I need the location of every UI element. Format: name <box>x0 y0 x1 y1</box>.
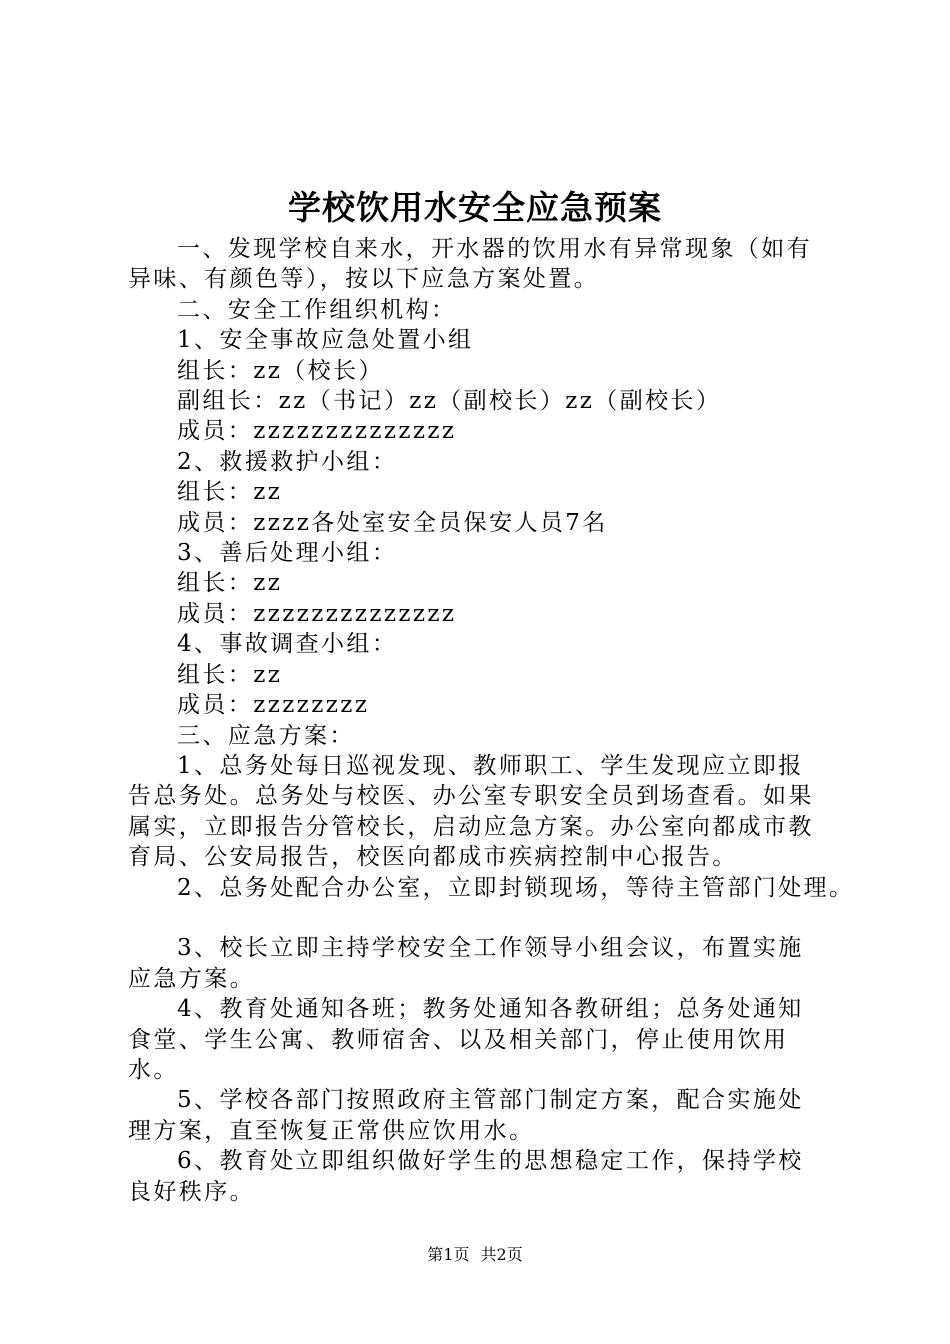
group-heading-investigation: 4、事故调查小组： <box>177 631 398 658</box>
group-heading-rescue: 2、救援救护小组： <box>177 448 398 475</box>
plan-step-5: 5、学校各部门按照政府主管部门制定方案，配合实施处理方案，直至恢复正常供应饮用水。 <box>128 1087 804 1144</box>
section-heading-plan: 三、应急方案： <box>177 722 355 749</box>
page-total: 共2页 <box>480 1245 523 1264</box>
plan-step-6: 6、教育处立即组织做好学生的思想稳定工作，保持学校良好秩序。 <box>128 1148 804 1205</box>
blank-line <box>128 903 828 933</box>
group-heading-emergency: 1、安全事故应急处置小组 <box>177 327 474 354</box>
plan-step-3: 3、校长立即主持学校安全工作领导小组会议，布置实施应急方案。 <box>128 935 804 992</box>
group-leader-line: 组长：zz <box>177 661 283 688</box>
group-leader-line: 组长：zz（校长） <box>177 357 384 384</box>
document-body <box>128 234 855 1207</box>
plan-step-4: 4、教育处通知各班；教务处通知各教研组；总务处通知食堂、学生公寓、教师宿舍、以及相关部门，停止使用饮用水。 <box>128 996 804 1083</box>
group-members-line: 成员：zzzzzzzzzzzzzz <box>177 600 457 627</box>
group-leader-line: 组长：zz <box>177 479 283 506</box>
plan-step-2: 2、总务处配合办公室，立即封锁现场，等待主管部门处理。 <box>177 874 855 901</box>
plan-step-1: 1、总务处每日巡视发现、教师职工、学生发现应立即报告总务处。总务处与校医、办公室专职安全员到场查看。如果属实，立即报告分管校长，启动应急方案。办公室向都成市教育局、公安局报告，校医向都成市疾病控制中心报告。 <box>128 752 814 871</box>
group-leader-line: 组长：zz <box>177 570 283 597</box>
group-members-line: 成员：zzzzzzzzzzzzzz <box>177 418 457 445</box>
group-members-line: 成员：zzzzzzzz <box>177 692 370 719</box>
paragraph-abnormal-water: 一、发现学校自来水，开水器的饮用水有异常现象（如有异味、有颜色等），按以下应急方案处置。 <box>128 236 812 293</box>
group-heading-aftermath: 3、善后处理小组： <box>177 540 398 567</box>
section-heading-organization: 二、安全工作组织机构： <box>177 296 457 323</box>
group-deputy-leader-line: 副组长：zz（书记）zz（副校长）zz（副校长） <box>177 388 722 415</box>
group-members-line: 成员：zzzz各处室安全员保安人员7名 <box>177 509 608 536</box>
document-title: 学校饮用水安全应急预案 <box>288 188 662 227</box>
page-footer <box>0 1244 950 1266</box>
page-number: 第1页 <box>427 1245 470 1264</box>
